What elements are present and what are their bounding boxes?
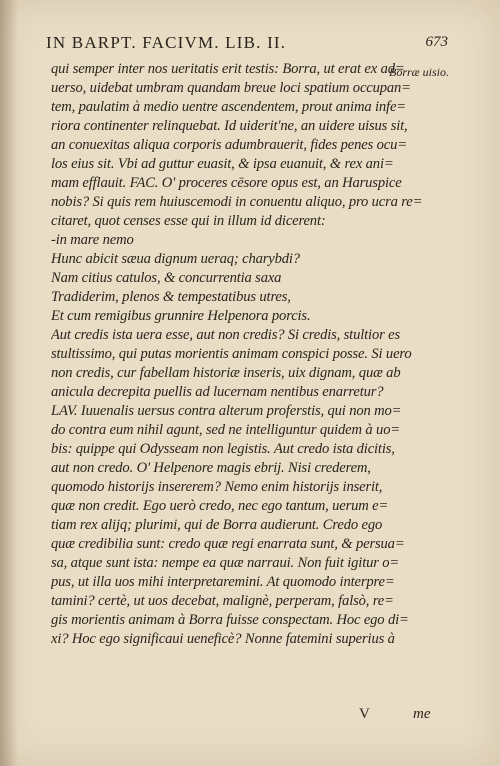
catchword: me — [413, 706, 431, 722]
body-text — [51, 60, 438, 722]
verse-line: -in mare nemo — [51, 232, 134, 248]
text-line: stultissimo, qui putas morientis animam conspici posse. Si uero — [51, 346, 412, 362]
text-line: nobis? Si quis rem huiuscemodi in conuentu aliquo, pro ucra re= — [51, 194, 423, 210]
text-line: do contra eum nihil agunt, sed ne intelliguntur quidem à uo= — [51, 422, 401, 438]
text-line: an conuexitas aliqua corporis adumbrauerit, fides penes ocu= — [51, 137, 407, 153]
text-line: LAV. Iuuenalis uersus contra alterum proferstis, qui non mo= — [51, 403, 402, 419]
page-header — [46, 33, 448, 57]
text-line: aut non credo. O' Helpenore magis ebrij. Nisi crederem, — [51, 460, 371, 476]
text-line: tem, paulatim à medio uentre ascendentem, prout anima infe= — [51, 99, 406, 115]
text-line: mam efflauit. FAC. O' proceres cēsore opus est, an Haruspice — [51, 175, 402, 191]
text-line: sa, atque sunt ista: nempe ea quæ narraui. Non fuit igitur o= — [51, 555, 400, 571]
text-line: uerso, uidebat umbram quandam breue loci spatium occupan= — [51, 80, 411, 96]
text-line: Aut credis ista uera esse, aut non credis? Si credis, stultior es — [51, 327, 400, 343]
text-line: pus, ut illa uos mihi interpretaremini. At quomodo interpre= — [51, 574, 395, 590]
page-gutter-shadow — [0, 0, 18, 766]
verse-line: Nam citius catulos, & concurrentia saxa — [51, 270, 282, 286]
text-line: los eius sit. Vbi ad guttur euasit, & ipsa euanuit, & rex ani= — [51, 156, 394, 172]
text-line: tamini? certè, ut uos decebat, malignè, perperam, falsò, re= — [51, 593, 394, 609]
text-line: quæ non credit. Ego uerò credo, nec ego tantum, uerum e= — [51, 498, 389, 514]
text-line: non credis, cur fabellam historiæ inseris, uix dignam, quæ ab — [51, 365, 401, 381]
text-line: quæ credibilia sunt: credo quæ regi enarrata sunt, & persua= — [51, 536, 405, 552]
text-line: riora continenter relinquebat. Id uiderit'ne, an uidere uisus sit, — [51, 118, 408, 134]
text-line: xi? Hoc ego significaui ueneficè? Nonne fatemini superius à — [51, 631, 395, 647]
page-footer — [51, 706, 491, 726]
text-line: anicula decrepita puellis ad lucernam nentibus enarretur? — [51, 384, 384, 400]
verse-line: Tradiderim, plenos & tempestatibus utres, — [51, 289, 291, 305]
signature-mark: V — [359, 706, 370, 722]
text-line: quomodo historijs insererem? Nemo enim historijs inserit, — [51, 479, 383, 495]
page-number: 673 — [425, 34, 448, 50]
running-head: IN BARPT. FACIVM. LIB. II. — [46, 33, 287, 52]
verse-line: Et cum remigibus grunnire Helpenora porcis. — [51, 308, 311, 324]
text-line: tiam rex alijq; plurimi, qui de Borra audierunt. Credo ego — [51, 517, 383, 533]
text-line: qui semper inter nos ueritatis erit testis: Borra, ut erat ex ad= — [51, 61, 405, 77]
text-line: bis: quippe qui Odysseam non legistis. Aut credo ista dicitis, — [51, 441, 395, 457]
verse-line: Hunc abicit sæua dignum ueraq; charybdi? — [51, 251, 300, 267]
text-line: citaret, quot censes esse qui in illum id dicerent: — [51, 213, 326, 229]
text-line: gis morientis animam à Borra fuisse conspectam. Hoc ego di= — [51, 612, 409, 628]
marginal-note: Borræ uisio. — [389, 65, 450, 79]
